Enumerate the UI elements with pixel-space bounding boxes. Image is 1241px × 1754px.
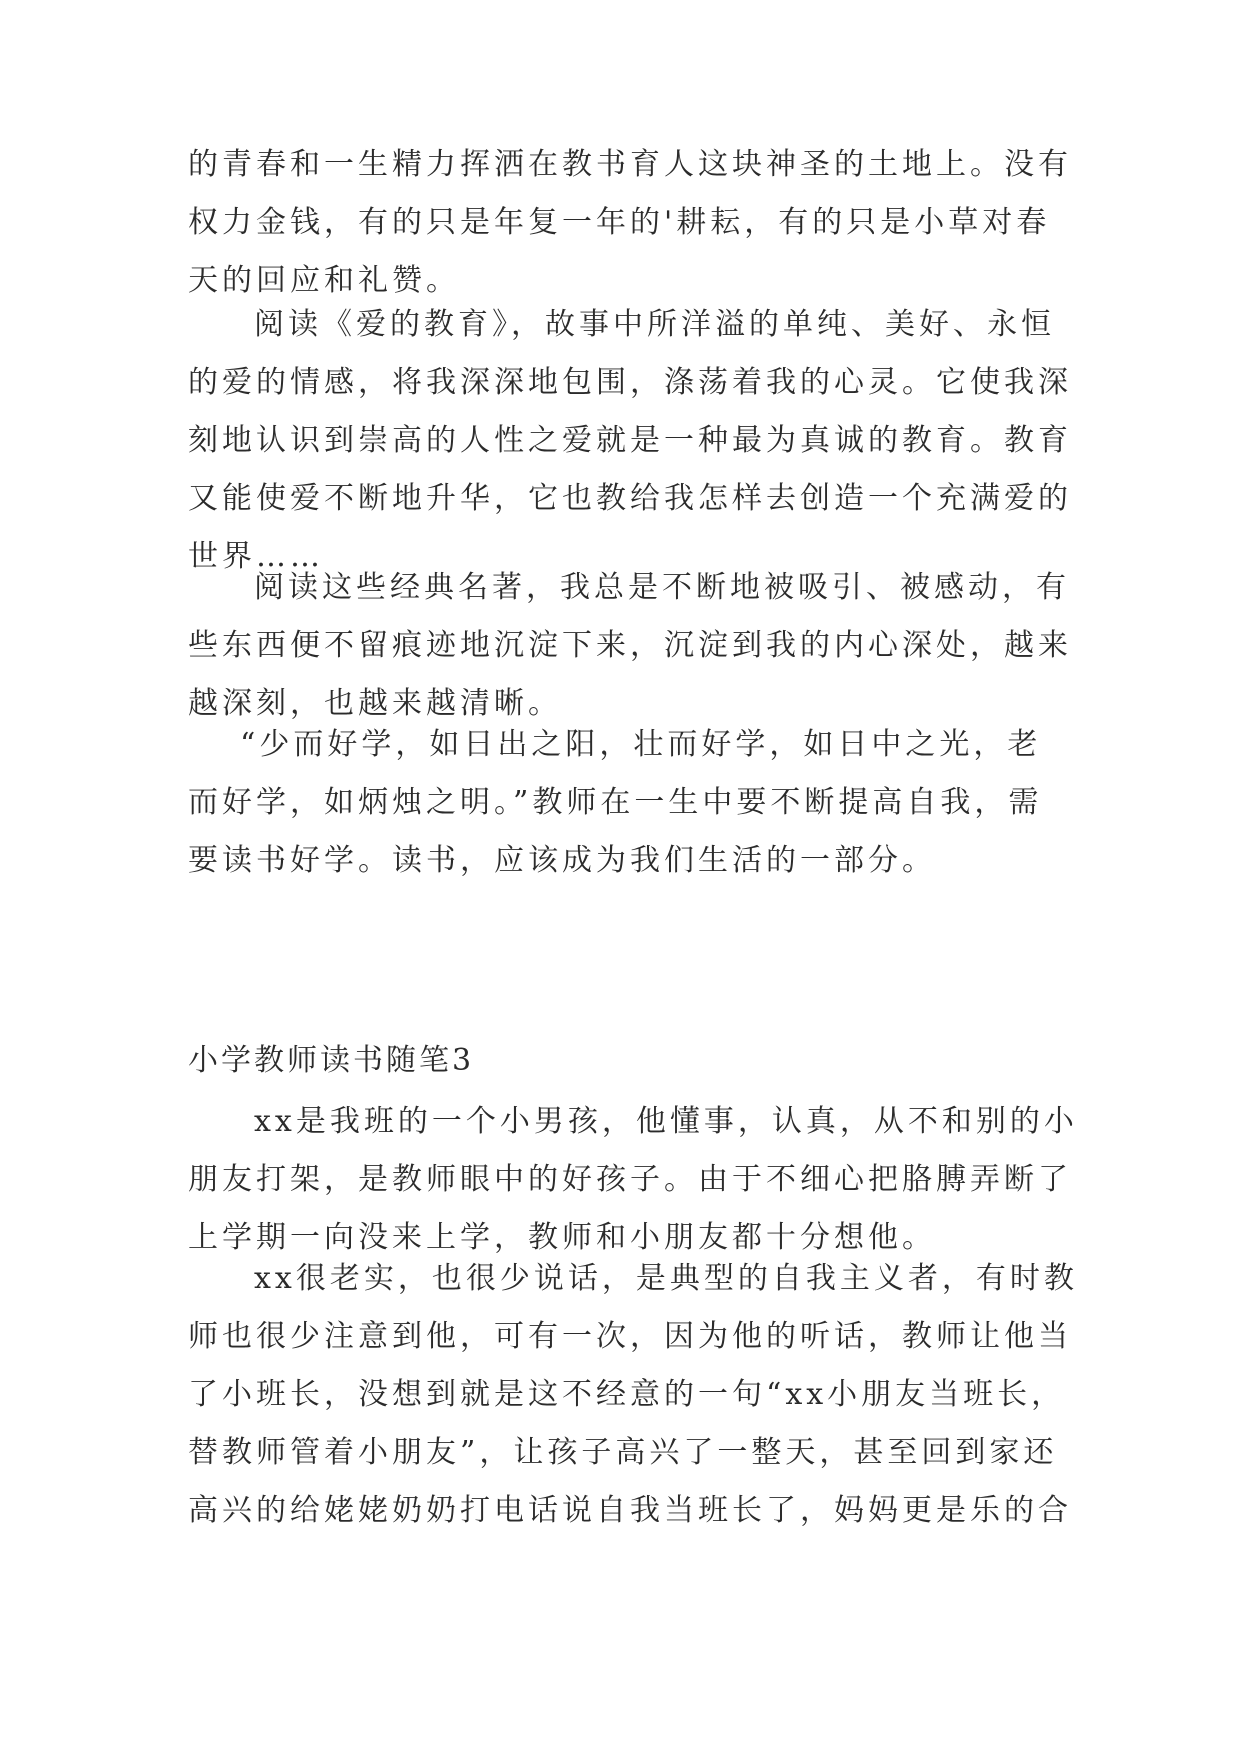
paragraph-quote bbox=[188, 716, 1058, 890]
text-line: 高兴的给姥姥奶奶打电话说自我当班长了，妈妈更是乐的合 bbox=[188, 1493, 1072, 1528]
text-line: 替教师管着小朋友”，让孩子高兴了一整天，甚至回到家还 bbox=[188, 1435, 1058, 1470]
text-line: 权力金钱，有的只是年复一年的'耕耘，有的只是小草对春 bbox=[188, 205, 1051, 240]
text-line: 师也很少注意到他，可有一次，因为他的听话，教师让他当 bbox=[188, 1319, 1072, 1354]
paragraph-love-education bbox=[188, 296, 1072, 586]
text-line: 上学期一向没来上学，教师和小朋友都十分想他。 bbox=[188, 1220, 936, 1255]
text-line: 阅读《爱的教育》，故事中所洋溢的单纯、美好、永恒 bbox=[254, 307, 1055, 342]
text-line: 世界…… bbox=[188, 539, 324, 574]
section-title: 小学教师读书随笔3 bbox=[188, 1043, 475, 1078]
paragraph-monitor bbox=[188, 1250, 1078, 1540]
text-line: xx很老实，也很少说话，是典型的自我主义者，有时教 bbox=[254, 1261, 1078, 1296]
text-line: 天的回应和礼赞。 bbox=[188, 263, 460, 298]
text-line: “少而好学，如日出之阳，壮而好学，如日中之光，老 bbox=[240, 727, 1042, 762]
text-line: 要读书好学。读书，应该成为我们生活的一部分。 bbox=[188, 843, 936, 878]
text-line: 了小班长，没想到就是这不经意的一句“xx小朋友当班长， bbox=[188, 1377, 1066, 1412]
text-line: 的爱的情感，将我深深地包围，涤荡着我的心灵。它使我深 bbox=[188, 365, 1072, 400]
paragraph-classics bbox=[188, 559, 1072, 733]
text-line: xx是我班的一个小男孩，他懂事，认真，从不和别的小 bbox=[254, 1104, 1078, 1139]
text-line: 朋友打架，是教师眼中的好孩子。由于不细心把胳膊弄断了 bbox=[188, 1162, 1072, 1197]
text-line: 越深刻，也越来越清晰。 bbox=[188, 686, 562, 721]
text-line: 刻地认识到崇高的人性之爱就是一种最为真诚的教育。教育 bbox=[188, 423, 1072, 458]
paragraph-continuation bbox=[188, 136, 1072, 310]
text-line: 的青春和一生精力挥洒在教书育人这块神圣的土地上。没有 bbox=[188, 147, 1072, 182]
text-line: 阅读这些经典名著，我总是不断地被吸引、被感动，有 bbox=[254, 570, 1070, 605]
text-line: 些东西便不留痕迹地沉淀下来，沉淀到我的内心深处，越来 bbox=[188, 628, 1072, 663]
paragraph-boy bbox=[188, 1093, 1078, 1267]
text-line: 而好学，如炳烛之明。”教师在一生中要不断提高自我，需 bbox=[188, 785, 1043, 820]
text-line: 又能使爱不断地升华，它也教给我怎样去创造一个充满爱的 bbox=[188, 481, 1072, 516]
